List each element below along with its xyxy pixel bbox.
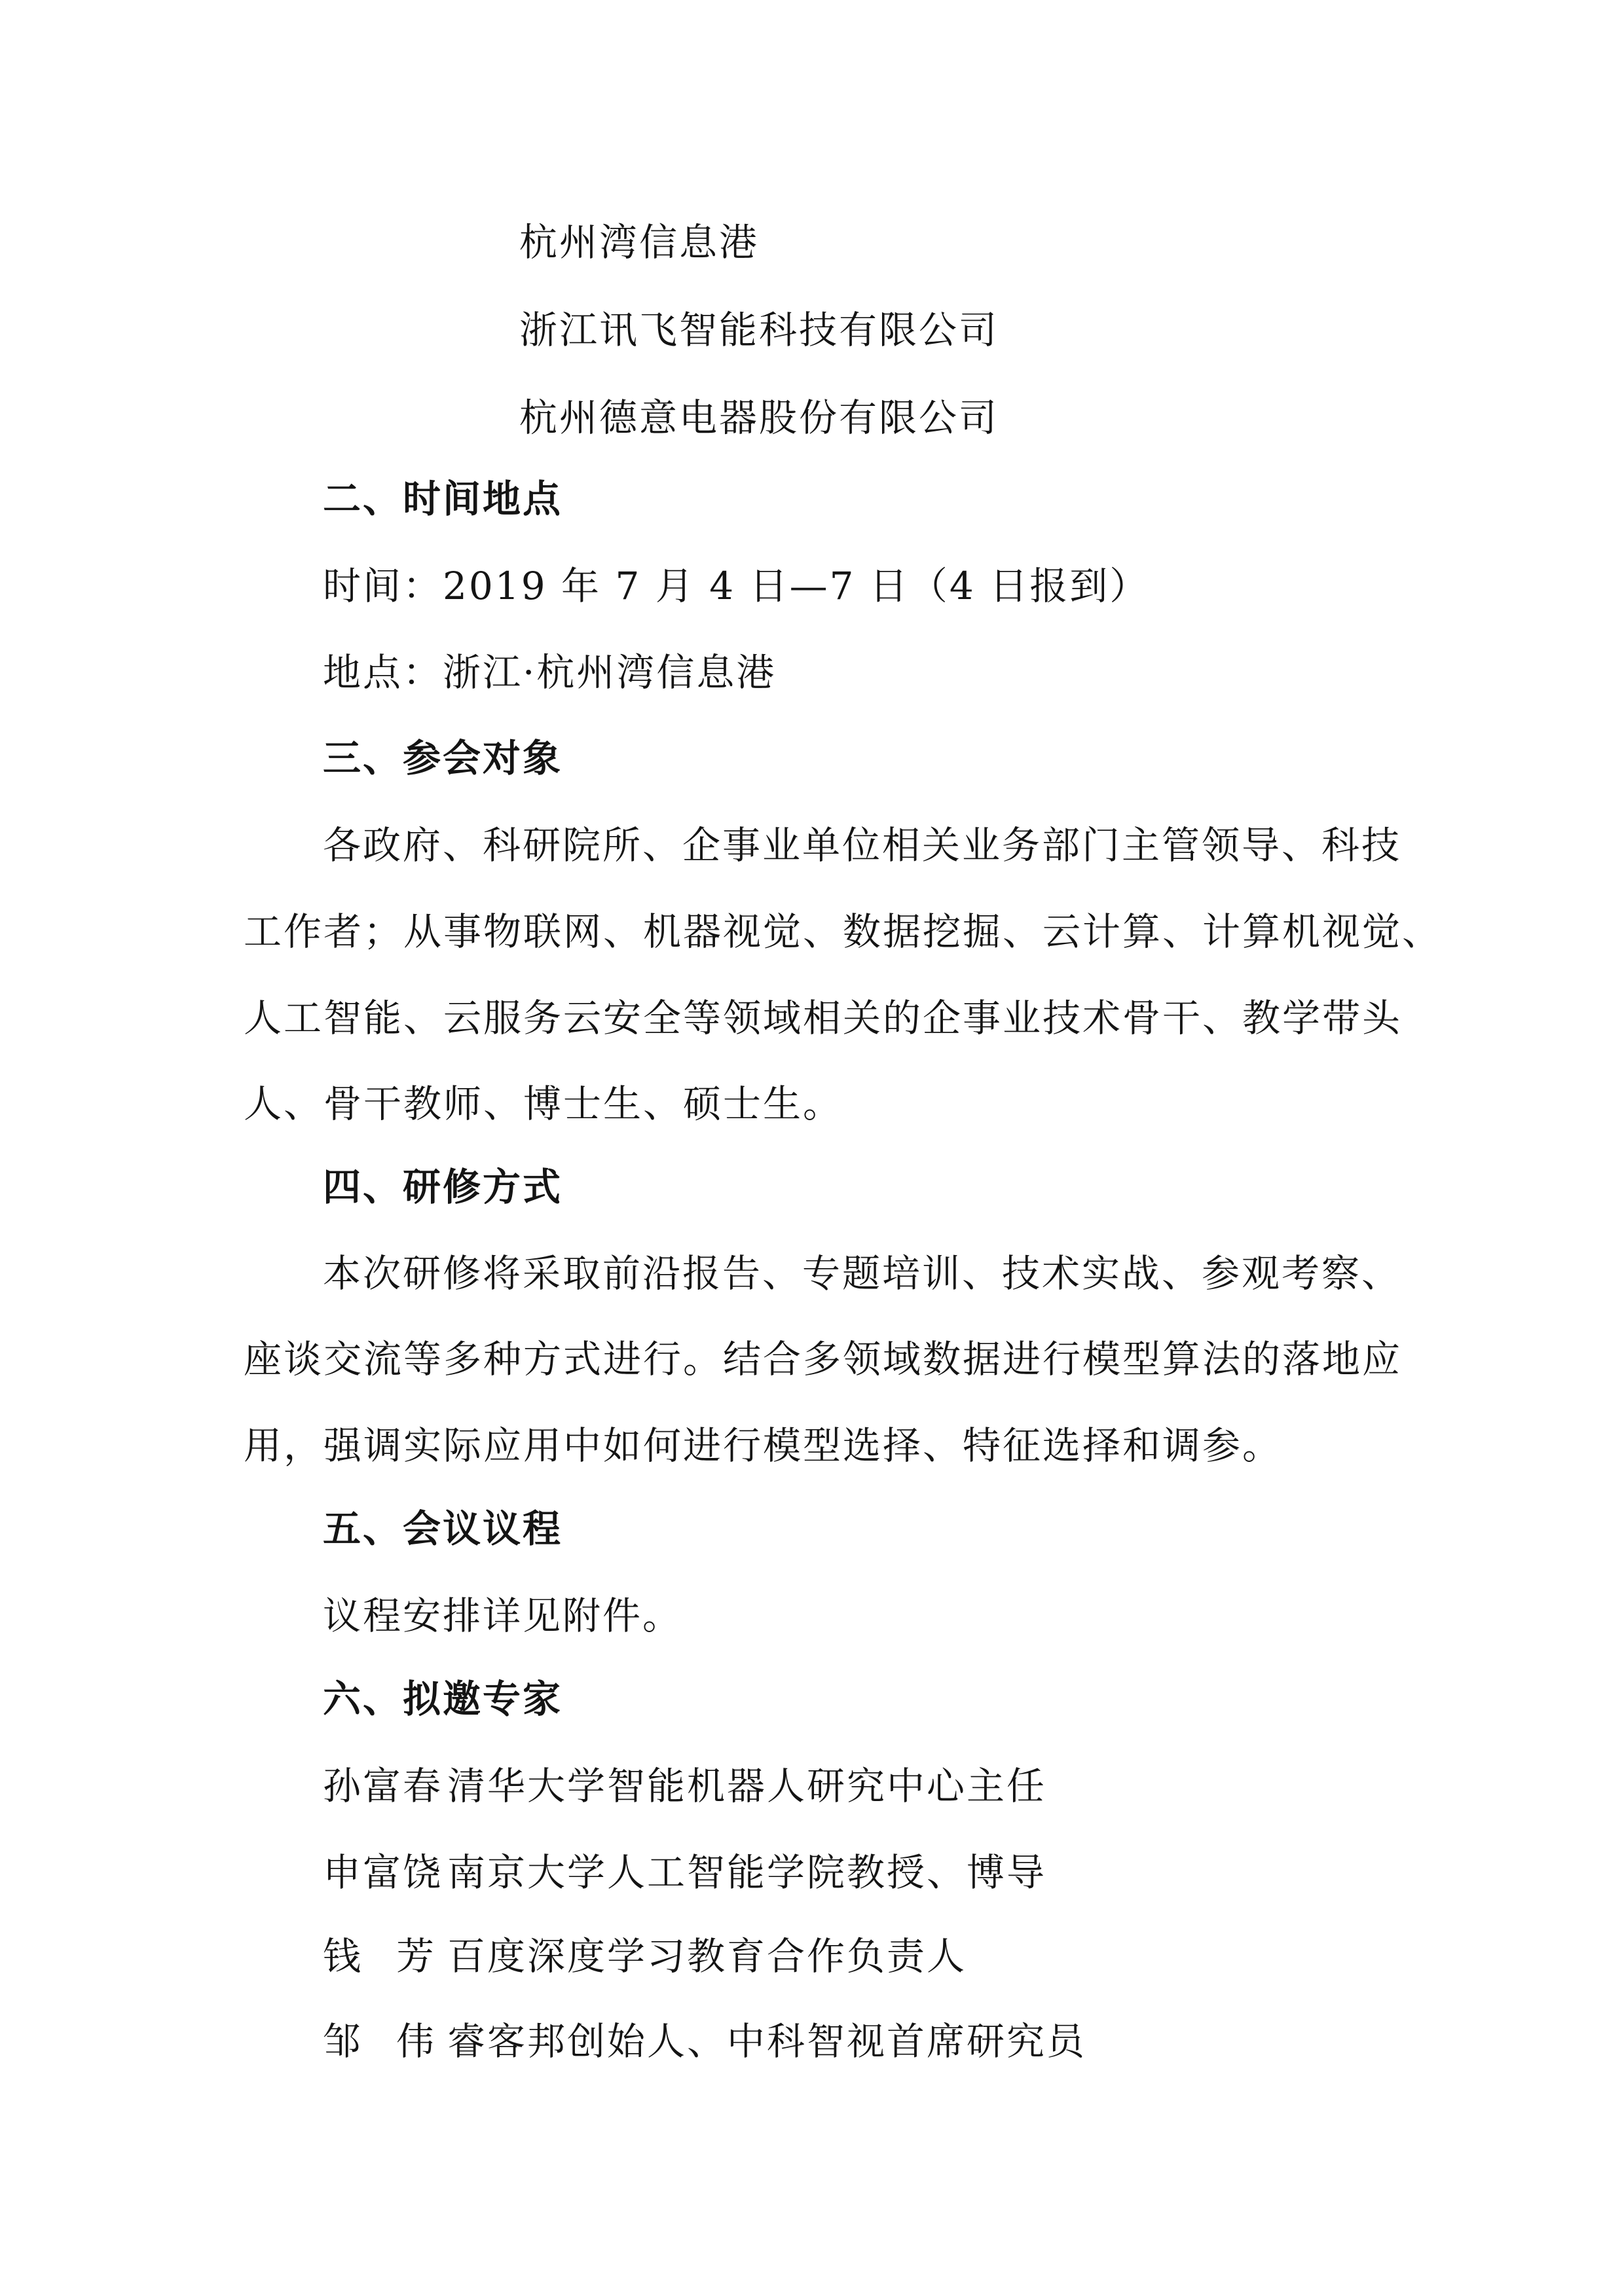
paragraph-line: 各政府、科研院所、企事业单位相关业务部门主管领导、科技 bbox=[323, 823, 1402, 867]
place-line: 地点：浙江·杭州湾信息港 bbox=[323, 650, 777, 695]
paragraph-line: 人工智能、云服务云安全等领域相关的企事业技术骨干、教学带头 bbox=[244, 996, 1403, 1040]
expert-title: 南京大学人工智能学院教授、博导 bbox=[447, 1850, 1047, 1895]
expert-row bbox=[323, 1848, 1046, 1897]
expert-name: 邹伟 bbox=[323, 2019, 470, 2064]
organizer-line: 杭州湾信息港 bbox=[519, 220, 760, 264]
organizer-line: 浙江讯飞智能科技有限公司 bbox=[519, 308, 999, 352]
expert-name: 孙富春 bbox=[323, 1764, 443, 1808]
expert-row bbox=[323, 1931, 967, 1981]
agenda-line: 议程安排详见附件。 bbox=[323, 1594, 683, 1638]
paragraph-line: 本次研修将采取前沿报告、专题培训、技术实战、参观考察、 bbox=[323, 1251, 1402, 1296]
expert-name: 申富饶 bbox=[323, 1850, 443, 1895]
expert-row bbox=[323, 2016, 1086, 2066]
paragraph-line: 工作者；从事物联网、机器视觉、数据挖掘、云计算、计算机视觉、 bbox=[244, 909, 1443, 954]
expert-title: 睿客邦创始人、中科智视首席研究员 bbox=[447, 2019, 1087, 2064]
expert-title: 清华大学智能机器人研究中心主任 bbox=[447, 1764, 1047, 1808]
paragraph-line: 人、骨干教师、博士生、硕士生。 bbox=[244, 1082, 843, 1126]
expert-name: 钱芳 bbox=[323, 1934, 470, 1978]
section-heading-attendees: 三、参会对象 bbox=[323, 736, 563, 780]
paragraph-line: 用，强调实际应用中如何进行模型选择、特征选择和调参。 bbox=[244, 1423, 1283, 1468]
section-heading-agenda: 五、会议议程 bbox=[323, 1506, 563, 1551]
expert-row bbox=[323, 1761, 1046, 1811]
section-heading-method: 四、研修方式 bbox=[323, 1165, 563, 1209]
paragraph-line: 座谈交流等多种方式进行。结合多领域数据进行模型算法的落地应 bbox=[244, 1337, 1403, 1381]
organizer-line: 杭州德意电器股份有限公司 bbox=[519, 395, 999, 440]
section-heading-time-place: 二、时间地点 bbox=[323, 477, 563, 521]
time-line: 时间：2019 年 7 月 4 日—7 日（4 日报到） bbox=[323, 564, 1150, 608]
section-heading-experts: 六、拟邀专家 bbox=[323, 1677, 563, 1721]
expert-title: 百度深度学习教育合作负责人 bbox=[447, 1934, 967, 1978]
